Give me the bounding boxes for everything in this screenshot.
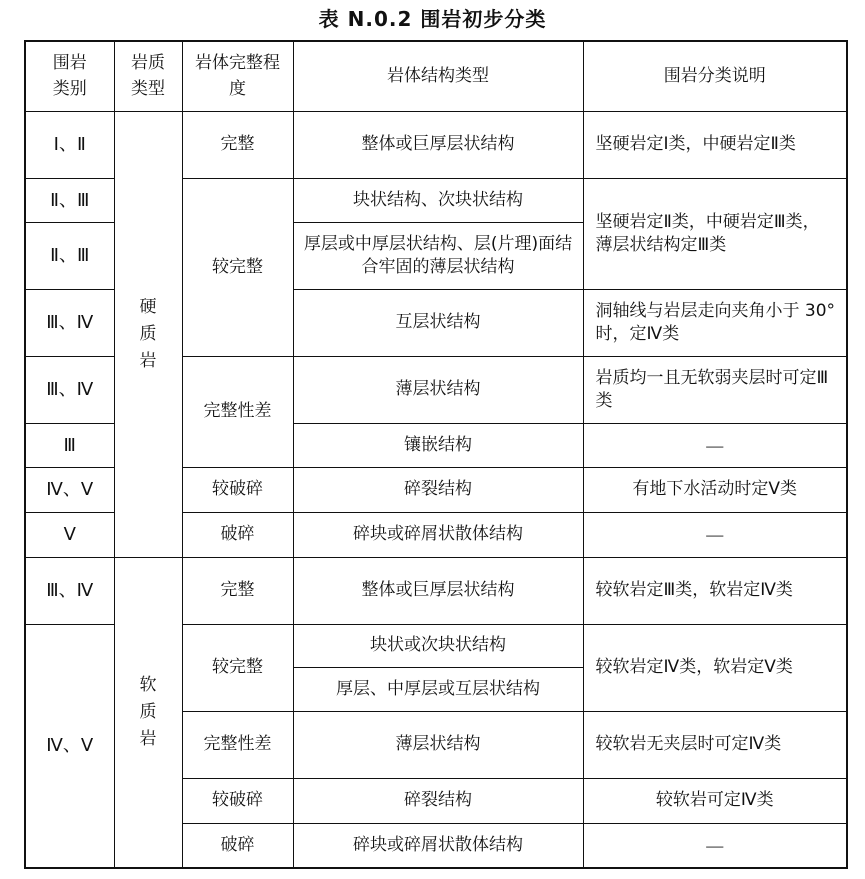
structure-cell: 碎裂结构 xyxy=(293,778,583,823)
header-note: 围岩分类说明 xyxy=(583,41,847,111)
integrity-cell: 完整性差 xyxy=(182,356,293,467)
integrity-cell: 完整性差 xyxy=(182,711,293,778)
category-cell: Ⅳ、Ⅴ xyxy=(25,624,114,868)
note-cell: 坚硬岩定Ⅱ类，中硬岩定Ⅲ类，薄层状结构定Ⅲ类 xyxy=(583,178,847,289)
note-cell: 较软岩定Ⅳ类，软岩定Ⅴ类 xyxy=(583,624,847,711)
note-cell: — xyxy=(583,512,847,557)
integrity-cell: 较破碎 xyxy=(182,467,293,512)
note-cell: 坚硬岩定Ⅰ类，中硬岩定Ⅱ类 xyxy=(583,111,847,178)
structure-cell: 薄层状结构 xyxy=(293,356,583,423)
rock-classification-table xyxy=(24,40,848,869)
soft-rock-cell: 软质岩 xyxy=(114,557,182,868)
header-category: 围岩类别 xyxy=(25,41,114,111)
category-cell: Ⅲ、Ⅳ xyxy=(25,289,114,356)
table-row xyxy=(25,557,847,624)
table-row xyxy=(25,111,847,178)
header-structure: 岩体结构类型 xyxy=(293,41,583,111)
structure-cell: 厚层、中厚层或互层状结构 xyxy=(293,667,583,711)
table-title: 表 N.0.2 围岩初步分类 xyxy=(318,7,547,31)
note-cell: 较软岩可定Ⅳ类 xyxy=(583,778,847,823)
structure-cell: 整体或巨厚层状结构 xyxy=(293,111,583,178)
note-cell: 岩质均一且无软弱夹层时可定Ⅲ类 xyxy=(583,356,847,423)
header-rock-type: 岩质类型 xyxy=(114,41,182,111)
structure-cell: 镶嵌结构 xyxy=(293,423,583,467)
note-cell: 洞轴线与岩层走向夹角小于 30°时，定Ⅳ类 xyxy=(583,289,847,356)
category-cell: Ⅱ、Ⅲ xyxy=(25,178,114,222)
structure-cell: 整体或巨厚层状结构 xyxy=(293,557,583,624)
structure-cell: 块状结构、次块状结构 xyxy=(293,178,583,222)
category-cell: Ⅳ、Ⅴ xyxy=(25,467,114,512)
structure-cell: 互层状结构 xyxy=(293,289,583,356)
structure-cell: 碎裂结构 xyxy=(293,467,583,512)
note-cell: 较软岩无夹层时可定Ⅳ类 xyxy=(583,711,847,778)
integrity-cell: 较完整 xyxy=(182,624,293,711)
structure-cell: 碎块或碎屑状散体结构 xyxy=(293,512,583,557)
note-cell: — xyxy=(583,823,847,868)
structure-cell: 块状或次块状结构 xyxy=(293,624,583,667)
structure-cell: 薄层状结构 xyxy=(293,711,583,778)
header-integrity: 岩体完整程度 xyxy=(182,41,293,111)
integrity-cell: 完整 xyxy=(182,557,293,624)
structure-cell: 厚层或中厚层状结构、层(片理)面结合牢固的薄层状结构 xyxy=(293,222,583,289)
note-cell: 有地下水活动时定Ⅴ类 xyxy=(583,467,847,512)
category-cell: Ⅲ xyxy=(25,423,114,467)
integrity-cell: 破碎 xyxy=(182,823,293,868)
category-cell: Ⅲ、Ⅳ xyxy=(25,557,114,624)
hard-rock-cell: 硬质岩 xyxy=(114,111,182,557)
header-row xyxy=(25,41,847,111)
integrity-cell: 较完整 xyxy=(182,178,293,356)
note-cell: 较软岩定Ⅲ类，软岩定Ⅳ类 xyxy=(583,557,847,624)
integrity-cell: 较破碎 xyxy=(182,778,293,823)
integrity-cell: 完整 xyxy=(182,111,293,178)
category-cell: Ⅲ、Ⅳ xyxy=(25,356,114,423)
integrity-cell: 破碎 xyxy=(182,512,293,557)
category-cell: Ⅰ、Ⅱ xyxy=(25,111,114,178)
category-cell: Ⅱ、Ⅲ xyxy=(25,222,114,289)
category-cell: Ⅴ xyxy=(25,512,114,557)
note-cell: — xyxy=(583,423,847,467)
structure-cell: 碎块或碎屑状散体结构 xyxy=(293,823,583,868)
